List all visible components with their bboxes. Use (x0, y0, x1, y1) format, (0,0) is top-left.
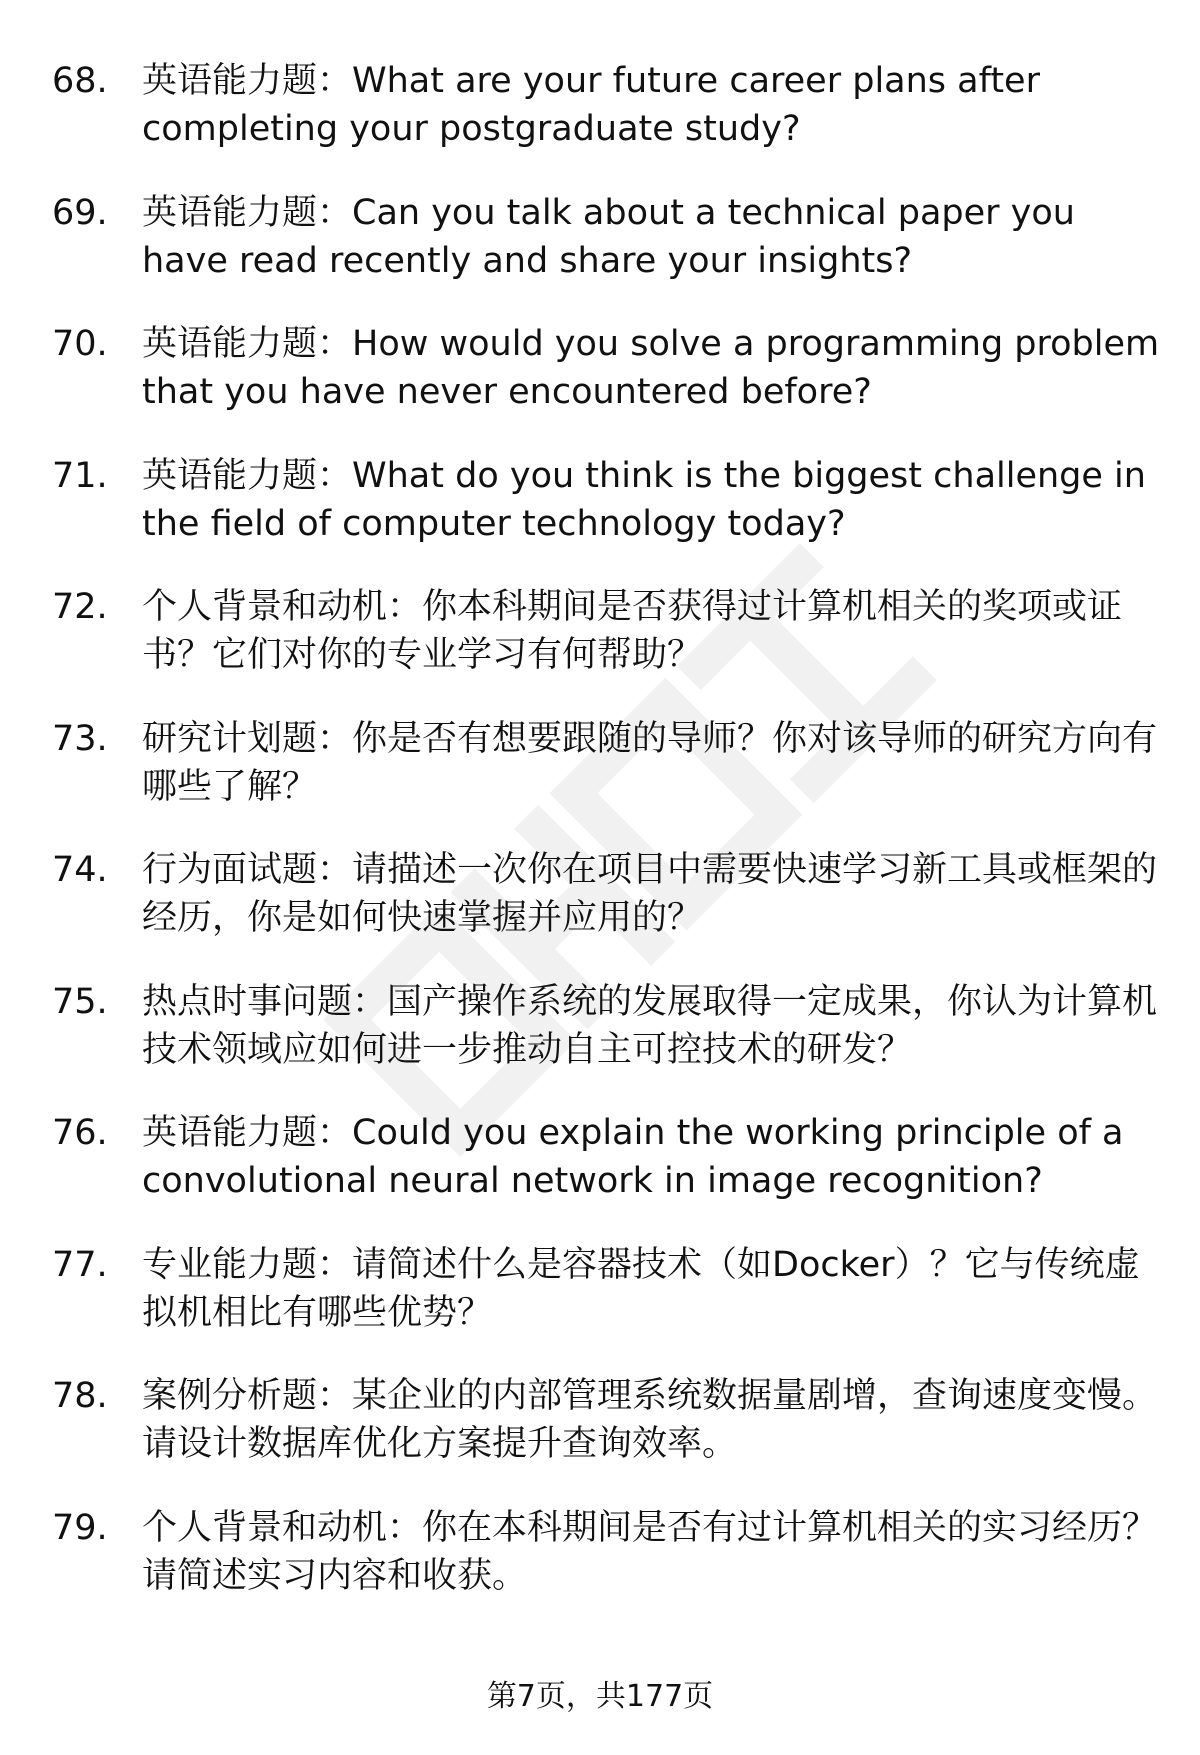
question-item (52, 583, 1162, 715)
question-body (142, 978, 1162, 1074)
question-item (52, 715, 1162, 847)
question-category: 个人背景和动机： (142, 1507, 423, 1548)
question-item (52, 57, 1162, 189)
question-list (52, 57, 1162, 1635)
question-text: What are your future career plans after completing your postgraduate study? (142, 61, 1040, 149)
question-category: 英语能力题： (142, 455, 353, 496)
question-category: 个人背景和动机： (142, 587, 423, 627)
question-text: 某企业的内部管理系统数据量剧增，查询速度变慢。请设计数据库优化方案提升查询效率。 (142, 1376, 1158, 1464)
question-text: 国产操作系统的发展取得一定成果，你认为计算机技术领域应如何进一步推动自主可控技术的研发？ (142, 981, 1158, 1070)
question-body (142, 189, 1162, 285)
question-category: 英语能力题： (142, 192, 353, 233)
question-body (142, 320, 1162, 416)
question-number: 74. (52, 850, 108, 890)
question-number: 71. (52, 455, 108, 496)
question-number: 72. (52, 587, 108, 627)
question-body (142, 1372, 1162, 1468)
question-text: How would you solve a programming problem that you have never encountered before? (142, 324, 1160, 412)
question-text: 你本科期间是否获得过计算机相关的奖项或证书？它们对你的专业学习有何帮助？ (142, 587, 1123, 675)
question-category: 研究计划题： (142, 718, 353, 759)
question-number: 75. (52, 981, 108, 1022)
question-item (52, 1372, 1162, 1504)
question-category: 案例分析题： (142, 1376, 353, 1416)
question-number: 73. (52, 718, 108, 759)
question-item (52, 1109, 1162, 1241)
question-number: 68. (52, 61, 108, 101)
question-number: 77. (52, 1244, 108, 1285)
question-text: 你在本科期间是否有过计算机相关的实习经历？请简述实习内容和收获。 (142, 1507, 1158, 1596)
question-number: 78. (52, 1376, 108, 1416)
question-item (52, 1504, 1162, 1636)
question-body (142, 1241, 1162, 1337)
question-category: 英语能力题： (142, 1113, 353, 1153)
question-number: 69. (52, 192, 108, 233)
question-text: What do you think is the biggest challenge in the field of computer technology today? (142, 455, 1146, 544)
question-body (142, 1504, 1162, 1600)
question-item (52, 1241, 1162, 1373)
question-category: 专业能力题： (142, 1244, 353, 1285)
question-body (142, 715, 1162, 811)
question-number: 70. (52, 324, 108, 364)
question-item (52, 320, 1162, 452)
question-text: Could you explain the working principle of a convolutional neural network in image recognition? (142, 1113, 1124, 1201)
question-body (142, 846, 1162, 942)
question-text: 你是否有想要跟随的导师？你对该导师的研究方向有哪些了解？ (142, 718, 1158, 807)
question-number: 79. (52, 1507, 108, 1548)
page-footer: 第7页，共177页 (486, 1679, 714, 1714)
question-category: 英语能力题： (142, 61, 353, 101)
question-item (52, 452, 1162, 584)
question-text: Can you talk about a technical paper you have read recently and share your insights? (142, 192, 1075, 281)
question-item (52, 846, 1162, 978)
question-category: 英语能力题： (142, 324, 353, 364)
question-number: 76. (52, 1113, 108, 1153)
question-body (142, 452, 1162, 548)
question-item (52, 978, 1162, 1110)
question-category: 行为面试题： (142, 850, 353, 890)
question-body (142, 583, 1162, 679)
question-item (52, 189, 1162, 321)
question-text: 请简述什么是容器技术（如Docker）？它与传统虚拟机相比有哪些优势？ (142, 1244, 1140, 1333)
question-text: 请描述一次你在项目中需要快速学习新工具或框架的经历，你是如何快速掌握并应用的？ (142, 850, 1158, 938)
question-category: 热点时事问题： (142, 981, 388, 1022)
question-body (142, 1109, 1162, 1205)
question-body (142, 57, 1162, 153)
